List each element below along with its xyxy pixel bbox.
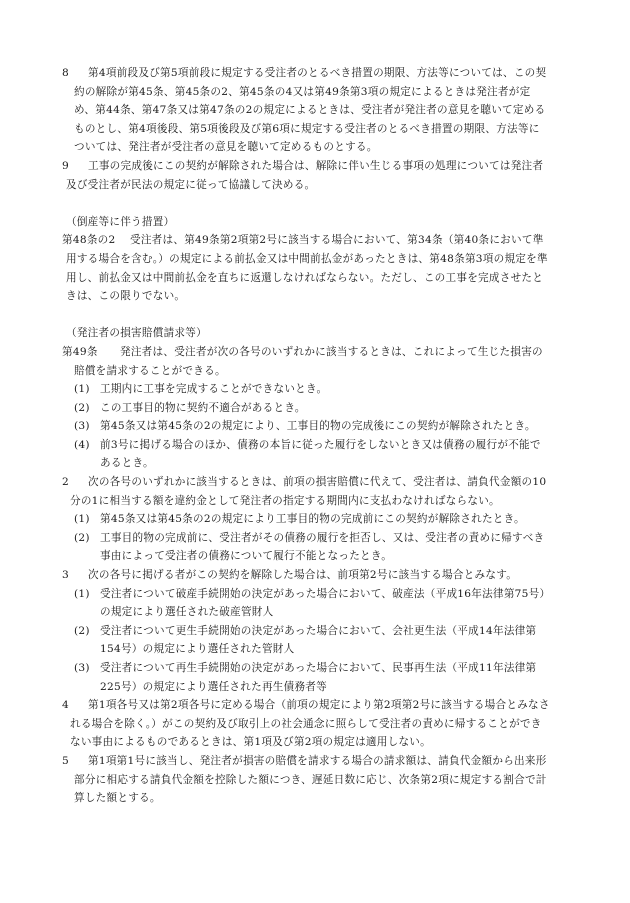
paragraph-49-5: [62, 752, 550, 808]
paragraph-49-2: [62, 473, 550, 510]
paragraph-number: 9: [62, 159, 69, 172]
paragraph-text: 第1項各号又は第2項各号に定める場合（前項の規定により第2項第2号に該当する場合とみなされる場合を除く。）がこの契約及び取引上の社会通念に照らして受注者の責めに帰することができない事由によるものであるときは、第1項及び第2項の規定は適用しない。: [70, 699, 550, 749]
item-text: 前3号に掲げる場合のほか、債務の本旨に従った履行をしないとき又は債務の履行が不能であるとき。: [100, 438, 541, 470]
paragraph-text: 第4項前段及び第5項前段に規定する受注者のとるべき措置の期限、方法等については、この契約の解除が第45条、第45条の2、第45条の4又は第49条第3項の規定によるときは発注者が定め、第44条、第47条又は第47条の2の規定によるときは、受注者が発注者の意見を聴いて定めるものとし、第4項後段、第5項後段及び第6項に規定する受注者のとるべき措置の期限、方法等については、発注者が受注者の意見を聴いて定めるものとする。: [74, 67, 547, 154]
paragraph-9: [62, 157, 550, 194]
item-number: (2): [74, 624, 90, 637]
list-item: [74, 529, 548, 566]
paragraph-8: [62, 64, 550, 157]
list-item: [74, 399, 548, 418]
paragraph-text: 工事の完成後にこの契約が解除された場合は、解除に伴い生じる事項の処理については発注者及び受注者が民法の規定に従って協議して決める。: [66, 159, 544, 191]
item-number: (1): [74, 587, 90, 600]
item-number: (3): [74, 420, 90, 433]
item-text: 第45条又は第45条の2の規定により、工事目的物の完成後にこの契約が解除されたとき。: [100, 420, 536, 433]
item-text: 工事目的物の完成前に、受注者がその債務の履行を拒否し、又は、受注者の責めに帰すべき事由によって受注者の債務について履行不能となったとき。: [100, 531, 545, 563]
item-text: 受注者について更生手続開始の決定があった場合において、会社更生法（平成14年法律第154号）の規定により選任された管財人: [100, 624, 537, 656]
paragraph-49-4: [62, 696, 550, 752]
article-48-2: [62, 231, 552, 305]
item-number: (1): [74, 513, 90, 526]
list-item: [74, 417, 548, 436]
spacer: [0, 194, 630, 213]
item-text: 受注者について再生手続開始の決定があった場合において、民事再生法（平成11年法律第225号）の規定により選任された再生債務者等: [100, 662, 537, 693]
article-49-p1: [62, 343, 552, 380]
item-text: 受注者について破産手続開始の決定があった場合において、破産法（平成16年法律第75号）の規定により選任された破産管財人: [100, 587, 546, 619]
item-number: (3): [74, 662, 90, 674]
paragraph-text: 次の各号のいずれかに該当するときは、前項の損害賠償に代えて、受注者は、請負代金額の10分の1に相当する額を違約金として発注者の指定する期間内に支払わなければならない。: [70, 476, 547, 507]
list-item: [74, 659, 548, 696]
item-text: 第45条又は第45条の2の規定により工事目的物の完成前にこの契約が解除されたとき。: [100, 513, 525, 526]
list-item: [74, 436, 548, 473]
article-label: 第48条の2: [62, 234, 116, 247]
item-number: (1): [74, 383, 90, 396]
paragraph-text: 第1項第1号に該当し、発注者が損害の賠償を請求する場合の請求額は、請負代金額から出来形部分に相応する請負代金額を控除した額につき、遅延日数に応じ、次条第2項に規定する割合で計算した額とする。: [74, 754, 547, 805]
paragraph-number: 3: [62, 569, 69, 582]
article-text: 発注者は、受注者が次の各号のいずれかに該当するときは、これによって生じた損害の賠償を請求することができる。: [74, 345, 543, 377]
item-number: (4): [74, 438, 90, 451]
item-text: 工期内に工事を完成することができないとき。: [100, 383, 328, 396]
article-48-2-heading: （倒産等に伴う措置）: [66, 215, 175, 228]
list-item: [74, 510, 548, 529]
article-49-heading: （発注者の損害賠償請求等）: [66, 327, 207, 340]
article-label: 第49条: [62, 345, 98, 358]
item-number: (2): [74, 401, 90, 414]
spacer: [0, 306, 630, 325]
paragraph-number: 8: [62, 67, 69, 79]
list-item: [74, 585, 548, 622]
list-item: [74, 380, 548, 399]
article-text: 受注者は、第49条第2項第2号に該当する場合において、第34条（第40条において準用する場合を含む。）の規定による前払金又は中間前払金があったときは、第48条第3項の規定を準用し、前払金又は中間前払金を直ちに返還しなければならない。ただし、この工事を完成させたときは、この限りでない。: [66, 234, 548, 303]
item-number: (2): [74, 531, 90, 544]
paragraph-text: 次の各号に掲げる者がこの契約を解除した場合は、前項第2号に該当する場合とみなす。: [88, 569, 518, 582]
paragraph-number: 2: [62, 476, 69, 489]
list-item: [74, 622, 548, 659]
item-text: この工事目的物に契約不適合があるとき。: [100, 401, 306, 414]
paragraph-number: 5: [62, 754, 69, 767]
paragraph-number: 4: [62, 699, 69, 712]
paragraph-49-3: [62, 566, 550, 585]
